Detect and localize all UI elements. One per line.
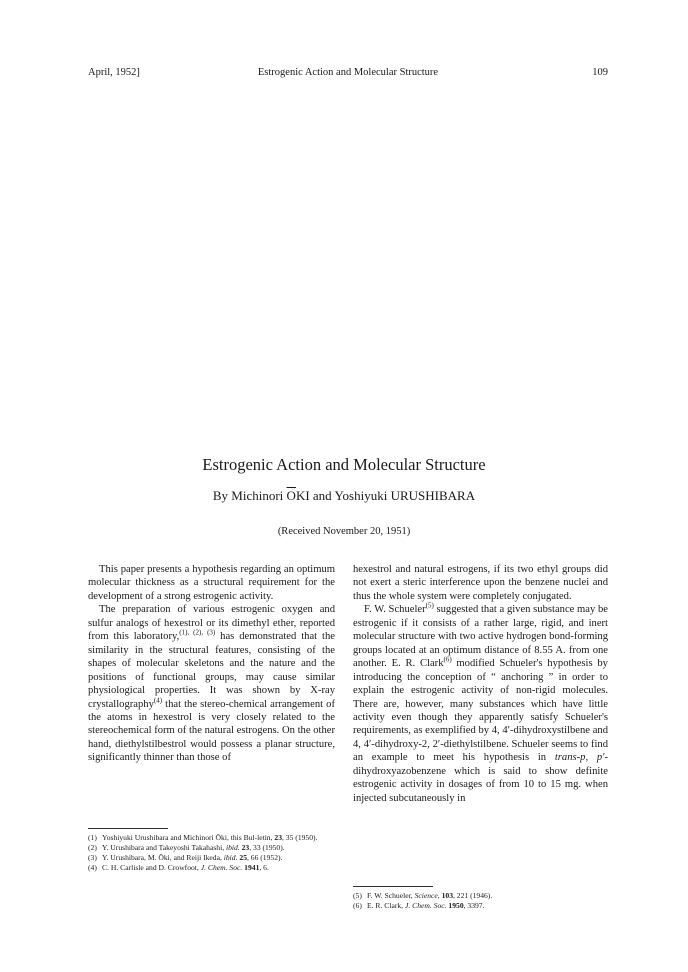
- citation-ref: (5): [425, 601, 434, 610]
- text-run: has demonstrated that the similarity in the structural features, consisting of the shapes of molecular skeletons and the nature and the positions of functional groups, may cause similar physiological properties. It was shown by X-ray crystallography: [88, 631, 335, 710]
- footnote-text: Y. Urushibara, M. Ōki, and Reiji Ikeda,: [102, 853, 224, 862]
- running-head-title: Estrogenic Action and Molecular Structure: [257, 67, 439, 78]
- footnote-text: Y. Urushibara and Takeyoshi Takahashi,: [102, 843, 226, 852]
- author2-family-first: U: [390, 488, 400, 503]
- footnote-italic: ibid.: [226, 843, 240, 852]
- paragraph: [88, 603, 335, 764]
- footnote-volume: 103: [441, 891, 453, 900]
- footnote-text: , 3397.: [463, 901, 485, 910]
- footnote: [88, 843, 335, 853]
- byline: [0, 488, 688, 504]
- right-column: [353, 563, 608, 805]
- author2-family-rest: RUSHIBARA: [399, 488, 476, 503]
- footnote: [353, 891, 608, 901]
- received-date: (Received November 20, 1951): [277, 526, 411, 537]
- paragraph: [353, 603, 608, 805]
- footnote-number: (3): [88, 853, 97, 862]
- footnote-divider: [353, 886, 433, 887]
- footnote-italic: ibid.: [223, 853, 238, 862]
- citation-ref: (4): [153, 696, 163, 704]
- text-run: suggested that a given substance may be estrogenic if it consists of a rather large, rigid, and inert molecular structure with two active hydrogen bond-forming groups located at an optimum distance of 8.55 A. from one another. E. R. Clark: [353, 604, 608, 670]
- running-head-date: April, 1952]: [88, 67, 140, 78]
- footnote-italic: J. Chem. Soc.: [404, 901, 447, 910]
- text-run: -dihydroxyazobenzene which is said to show definite estrogenic activity in dosages of from 10 to 15 mg. when injected subcutaneously in: [353, 752, 608, 804]
- text-run: F. W. Schueler: [364, 604, 426, 616]
- footnote-text: E. R. Clark,: [367, 901, 405, 910]
- footnote-text: , 221 (1946).: [453, 891, 493, 900]
- footnote-divider: [88, 828, 168, 829]
- byline-by: By: [212, 488, 229, 503]
- footnote-italic: J. Chem. Soc.: [200, 863, 243, 872]
- footnote-text: , 6.: [259, 863, 269, 872]
- italic-text: trans-p, p′: [554, 752, 605, 764]
- footnote-number: (4): [88, 863, 97, 872]
- author1-given: Michinori: [231, 488, 284, 503]
- byline-and: and: [312, 488, 332, 503]
- footnote-volume: 23: [274, 833, 282, 842]
- author2-given: Yoshiyuki: [334, 488, 388, 503]
- footnote: [88, 863, 335, 873]
- footnote-volume: 23: [241, 843, 250, 852]
- text-run: modified Schueler's hypothesis by introducing the conception of “ anchoring ” in order to explain the estrogenic activity of non-rigid molecules. There are, however, many substances which have little activity even though they apparently satisfy Schueler's requirements, as exemplified by 4, 4′-dihydroxystilbene and 4, 4′-dihydroxy-2, 2′-diethylstilbene. Schueler seems to find an example to meet his hypothesis in: [353, 658, 608, 764]
- footnote: [88, 833, 335, 843]
- citation-ref: (6): [443, 655, 452, 664]
- page-number: 109: [592, 67, 608, 78]
- footnote-volume: 1941: [244, 863, 260, 872]
- footnote-volume: 1950: [448, 901, 464, 910]
- footnote-volume: 25: [239, 853, 247, 862]
- footnote-text: C. H. Carlisle and D. Crowfoot,: [102, 863, 201, 872]
- text-run: The preparation of various estrogenic oxygen and sulfur analogs of hexestrol or its dimethyl ether, reported from this laboratory,: [88, 604, 335, 643]
- article-title: Estrogenic Action and Molecular Structure: [202, 455, 486, 474]
- footnote-text: , 66 (1952).: [246, 853, 283, 862]
- author1-family: [287, 488, 310, 503]
- paragraph: hexestrol and natural estrogens, if its two ethyl groups did not exert a steric interference upon the benzene nuclei and thus the whole system were completely conjugated.: [353, 564, 608, 602]
- footnote-number: (2): [88, 843, 97, 852]
- author2-family: [391, 488, 476, 503]
- footnotes-left: [88, 833, 335, 873]
- footnote-text: , 33 (1950).: [249, 843, 285, 852]
- footnote-text: Yoshiyuki Urushibara and Michinori Ōki, this Bul-letin,: [102, 833, 275, 842]
- footnote-text: , 35 (1950).: [282, 833, 318, 842]
- author1-family-rest: KI: [295, 488, 310, 503]
- left-column: [88, 563, 335, 765]
- author1-family-first: $\overline{O}$: [286, 488, 296, 503]
- footnote: [88, 853, 335, 863]
- footnote-number: (5): [353, 891, 362, 900]
- footnote: [353, 901, 608, 911]
- footnote-number: (6): [353, 901, 362, 910]
- footnote-number: (1): [88, 833, 97, 842]
- footnote-text: F. W. Schueler,: [367, 891, 415, 900]
- footnote-italic: Science,: [414, 891, 440, 900]
- citation-refs: (1), (2), (3): [179, 628, 216, 637]
- paragraph: This paper presents a hypothesis regarding an optimum molecular thickness as a structural requirement for the development of a strong estrogenic activity.: [88, 564, 335, 602]
- footnotes-right: [353, 891, 608, 911]
- text-run: that the stereo-chemical arrangement of the atoms in hexestrol is very closely related to the stereochemical form of the natural estrogens. On the other hand, diethylstilbestrol would possess a planar structure, significantly thinner than those of: [88, 698, 335, 764]
